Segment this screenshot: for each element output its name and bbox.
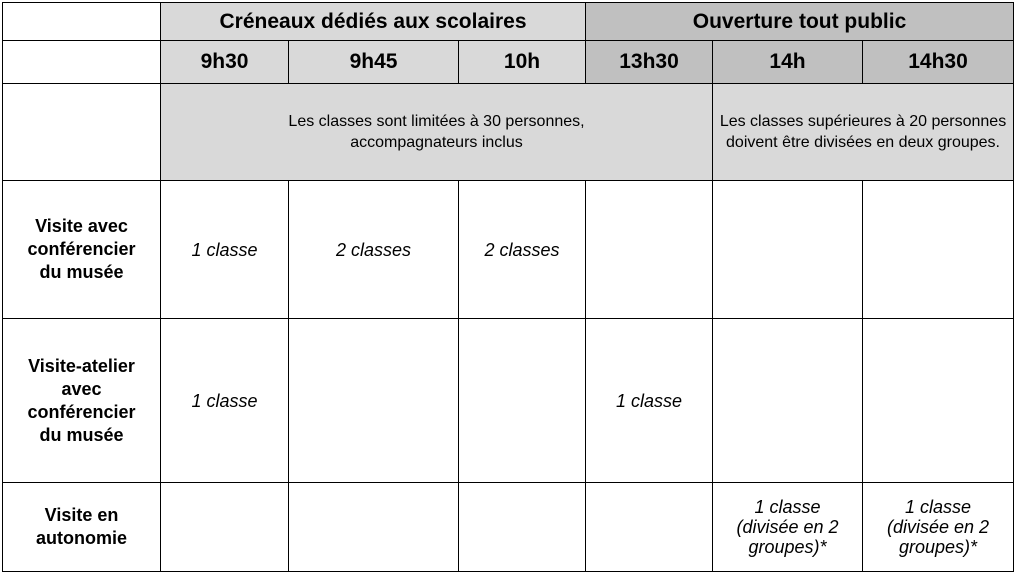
table-cell	[713, 181, 863, 319]
table-cell	[713, 319, 863, 483]
public-opening-header: Ouverture tout public	[586, 3, 1014, 41]
time-slot-header: 14h30	[863, 41, 1014, 84]
time-slot-header: 13h30	[586, 41, 713, 84]
table-cell	[459, 483, 586, 572]
table-row	[3, 181, 1014, 319]
row-label	[3, 319, 161, 483]
cell-text: 1 classe (divisée en 2 groupes)*	[736, 497, 839, 557]
time-slot-header: 9h30	[161, 41, 289, 84]
time-slot-header: 10h	[459, 41, 586, 84]
table-cell	[289, 319, 459, 483]
table-cell	[161, 483, 289, 572]
row-label	[3, 483, 161, 572]
school-slots-header: Créneaux dédiés aux scolaires	[161, 3, 586, 41]
table-cell	[863, 319, 1014, 483]
table-cell	[586, 483, 713, 572]
time-slot-header: 9h45	[289, 41, 459, 84]
row-label-text: Visite avec conférencier du musée	[27, 216, 136, 282]
table-cell: 1 classe	[161, 319, 289, 483]
visit-schedule-table	[2, 2, 1014, 572]
table-row	[3, 319, 1014, 483]
cell-text: 1 classe (divisée en 2 groupes)*	[886, 497, 990, 557]
corner-cell	[3, 41, 161, 84]
table-cell	[459, 319, 586, 483]
table-cell: 2 classes	[459, 181, 586, 319]
public-split-note: Les classes supérieures à 20 personnes doivent être divisées en deux groupes.	[713, 84, 1014, 181]
corner-cell	[3, 3, 161, 41]
group-header-row	[3, 3, 1014, 41]
table-cell	[863, 483, 1014, 572]
table-cell: 1 classe	[161, 181, 289, 319]
time-slot-header: 14h	[713, 41, 863, 84]
table-cell: 1 classe	[586, 319, 713, 483]
school-limit-note-text: Les classes sont limitées à 30 personnes, accompagnateurs inclus	[288, 113, 585, 151]
table-cell	[863, 181, 1014, 319]
table-row	[3, 483, 1014, 572]
time-header-row	[3, 41, 1014, 84]
table-cell: 2 classes	[289, 181, 459, 319]
table-cell	[713, 483, 863, 572]
corner-cell	[3, 84, 161, 181]
notes-row	[3, 84, 1014, 181]
school-limit-note	[161, 84, 713, 181]
row-label-text: Visite en autonomie	[35, 505, 127, 548]
table-cell	[289, 483, 459, 572]
table-cell	[586, 181, 713, 319]
row-label-text: Visite-atelier avec conférencier du musée	[27, 355, 136, 445]
row-label	[3, 181, 161, 319]
